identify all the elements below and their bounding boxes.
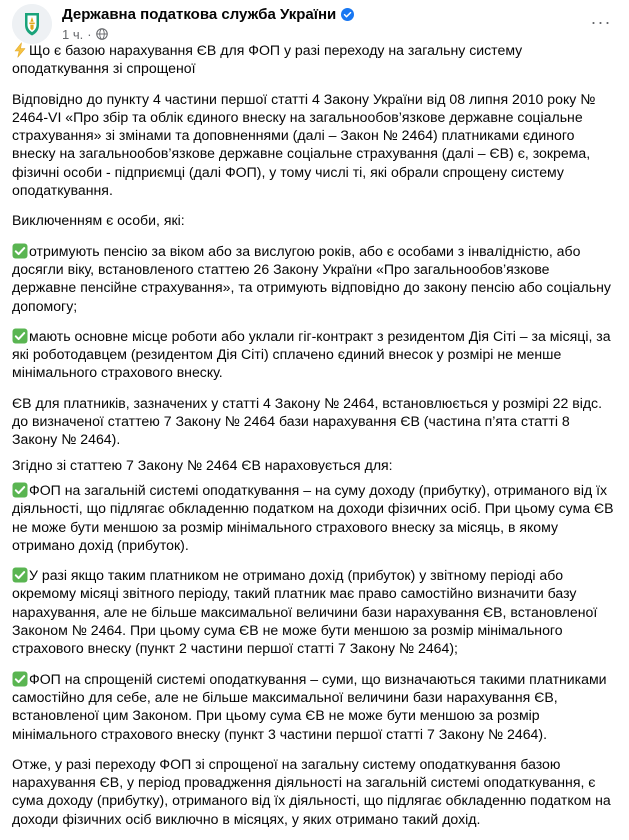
post-paragraph-text: Отже, у разі переходу ФОП зі спрощеної на загальну систему оподаткування базою нарахування ЄВ, у період провадження діяльності на загальній системі оподаткування, є сума доходу (прибутку), отриманого від їх діяльності, що підлягає обкладенню податком на доходи фізичних осіб виключно в місяцях, у яких отримано такий дохід.	[12, 755, 615, 827]
check-mark-emoji-icon	[12, 482, 28, 498]
post-paragraph	[12, 394, 616, 449]
post-paragraph-text: ЄВ для платників, зазначених у статті 4 Закону № 2464, встановлюється у розмірі 22 відс. до визначеної статтею 7 Закону № 2464 бази нарахування ЄВ (частина п’ята статті 8 Закону № 2464).	[12, 394, 606, 448]
post-paragraph-text: Що є базою нарахування ЄВ для ФОП у разі переходу на загальну систему оподаткування зі спрощеної	[12, 42, 527, 77]
post-paragraph-text: мають основне місце роботи або уклали гіг-контракт з резидентом Дія Сіті – за місяці, за які роботодавцем (резидентом Дія Сіті) сплачено єдиний внесок у розмірі не менше мінімального страхового внеску.	[12, 327, 615, 381]
post-paragraph-text: ФОП на спрощеній системі оподаткування – суми, що визначаються такими платниками самостійно для себе, але не більше максимальної величини бази нарахування ЄВ, встановленої цим Законом. При цьому сума ЄВ не може бути меншою за розмір мінімального страхового внеску (пункт 3 частини першої статті 7 Закону № 2464).	[12, 670, 611, 742]
post-paragraph-text: У разі якщо таким платником не отримано дохід (прибуток) у звітному періоді або окремому місяці звітного періоду, такий платник має право самостійно визначити базу нарахування, але не більше максимальної величини бази нарахування ЄВ, встановленої Законом № 2464. При цьому сума ЄВ не може бути меншою за розмір мінімального страхового внеску (пункт 2 частини першої статті 7 Закону № 2464);	[12, 567, 602, 657]
post-time[interactable]: 1 ч.	[62, 26, 84, 42]
globe-icon	[96, 28, 108, 40]
post-paragraph	[12, 456, 616, 474]
lightning-emoji-icon	[12, 42, 28, 58]
post-paragraph-text: отримують пенсію за віком або за вислугою років, або є особами з інвалідністю, або досягли віку, встановленого статтею 26 Закону України «Про загальнообов’язкове державне пенсійне страхування», та отримують відповідно до закону пенсію або соціальну допомогу;	[12, 242, 615, 314]
post-paragraph-text: Відповідно до пункту 4 частини першої статті 4 Закону України від 08 липня 2010 року № 2464-VI «Про збір та облік єдиного внеску на загальнообов’язкове державне соціальне страхування» зі змінами та доповненнями (далі – Закон № 2464) платниками єдиного внеску на загальнообов’язкове державне соціальне страхування (далі – ЄВ) є, зокрема, фізичні особи - підприємці (далі ФОП), у тому числі ті, які обрали спрощену систему оподаткування.	[12, 90, 600, 199]
tax-service-logo-icon	[12, 4, 52, 44]
post-paragraph	[12, 481, 616, 554]
post-paragraph	[12, 566, 616, 657]
check-mark-emoji-icon	[12, 671, 28, 687]
more-options-button[interactable]: ···	[590, 12, 612, 32]
post-paragraph-text: ФОП на загальній системі оподаткування – на суму доходу (прибутку), отриманого від їх діяльності, що підлягає обкладенню податком на доходи фізичних осіб. При цьому сума ЄВ не може бути меншою за розмір мінімального страхового внеску за місяць, в якому отримано дохід (прибуток).	[12, 481, 618, 553]
post-header	[12, 4, 617, 44]
post-paragraph	[12, 327, 616, 382]
post-paragraph	[12, 670, 616, 743]
check-mark-emoji-icon	[12, 328, 28, 344]
author-block	[62, 5, 542, 45]
post-paragraph	[12, 755, 616, 828]
post-paragraph-text: Виключенням є особи, які:	[12, 212, 185, 229]
post-paragraph	[12, 90, 616, 200]
post-paragraph	[12, 242, 616, 315]
post-paragraph	[12, 41, 616, 78]
post-body	[12, 41, 616, 840]
author-row	[62, 5, 542, 23]
verified-badge-icon	[341, 8, 354, 21]
post-paragraph-text: Згідно зі статтею 7 Закону № 2464 ЄВ нараховується для:	[12, 456, 393, 473]
page-avatar[interactable]	[12, 4, 52, 44]
check-mark-emoji-icon	[12, 243, 28, 259]
author-name[interactable]: Державна податкова служба України	[62, 5, 337, 23]
check-mark-emoji-icon	[12, 567, 28, 583]
meta-separator-icon: ·	[87, 26, 92, 42]
post-paragraph	[12, 211, 616, 229]
